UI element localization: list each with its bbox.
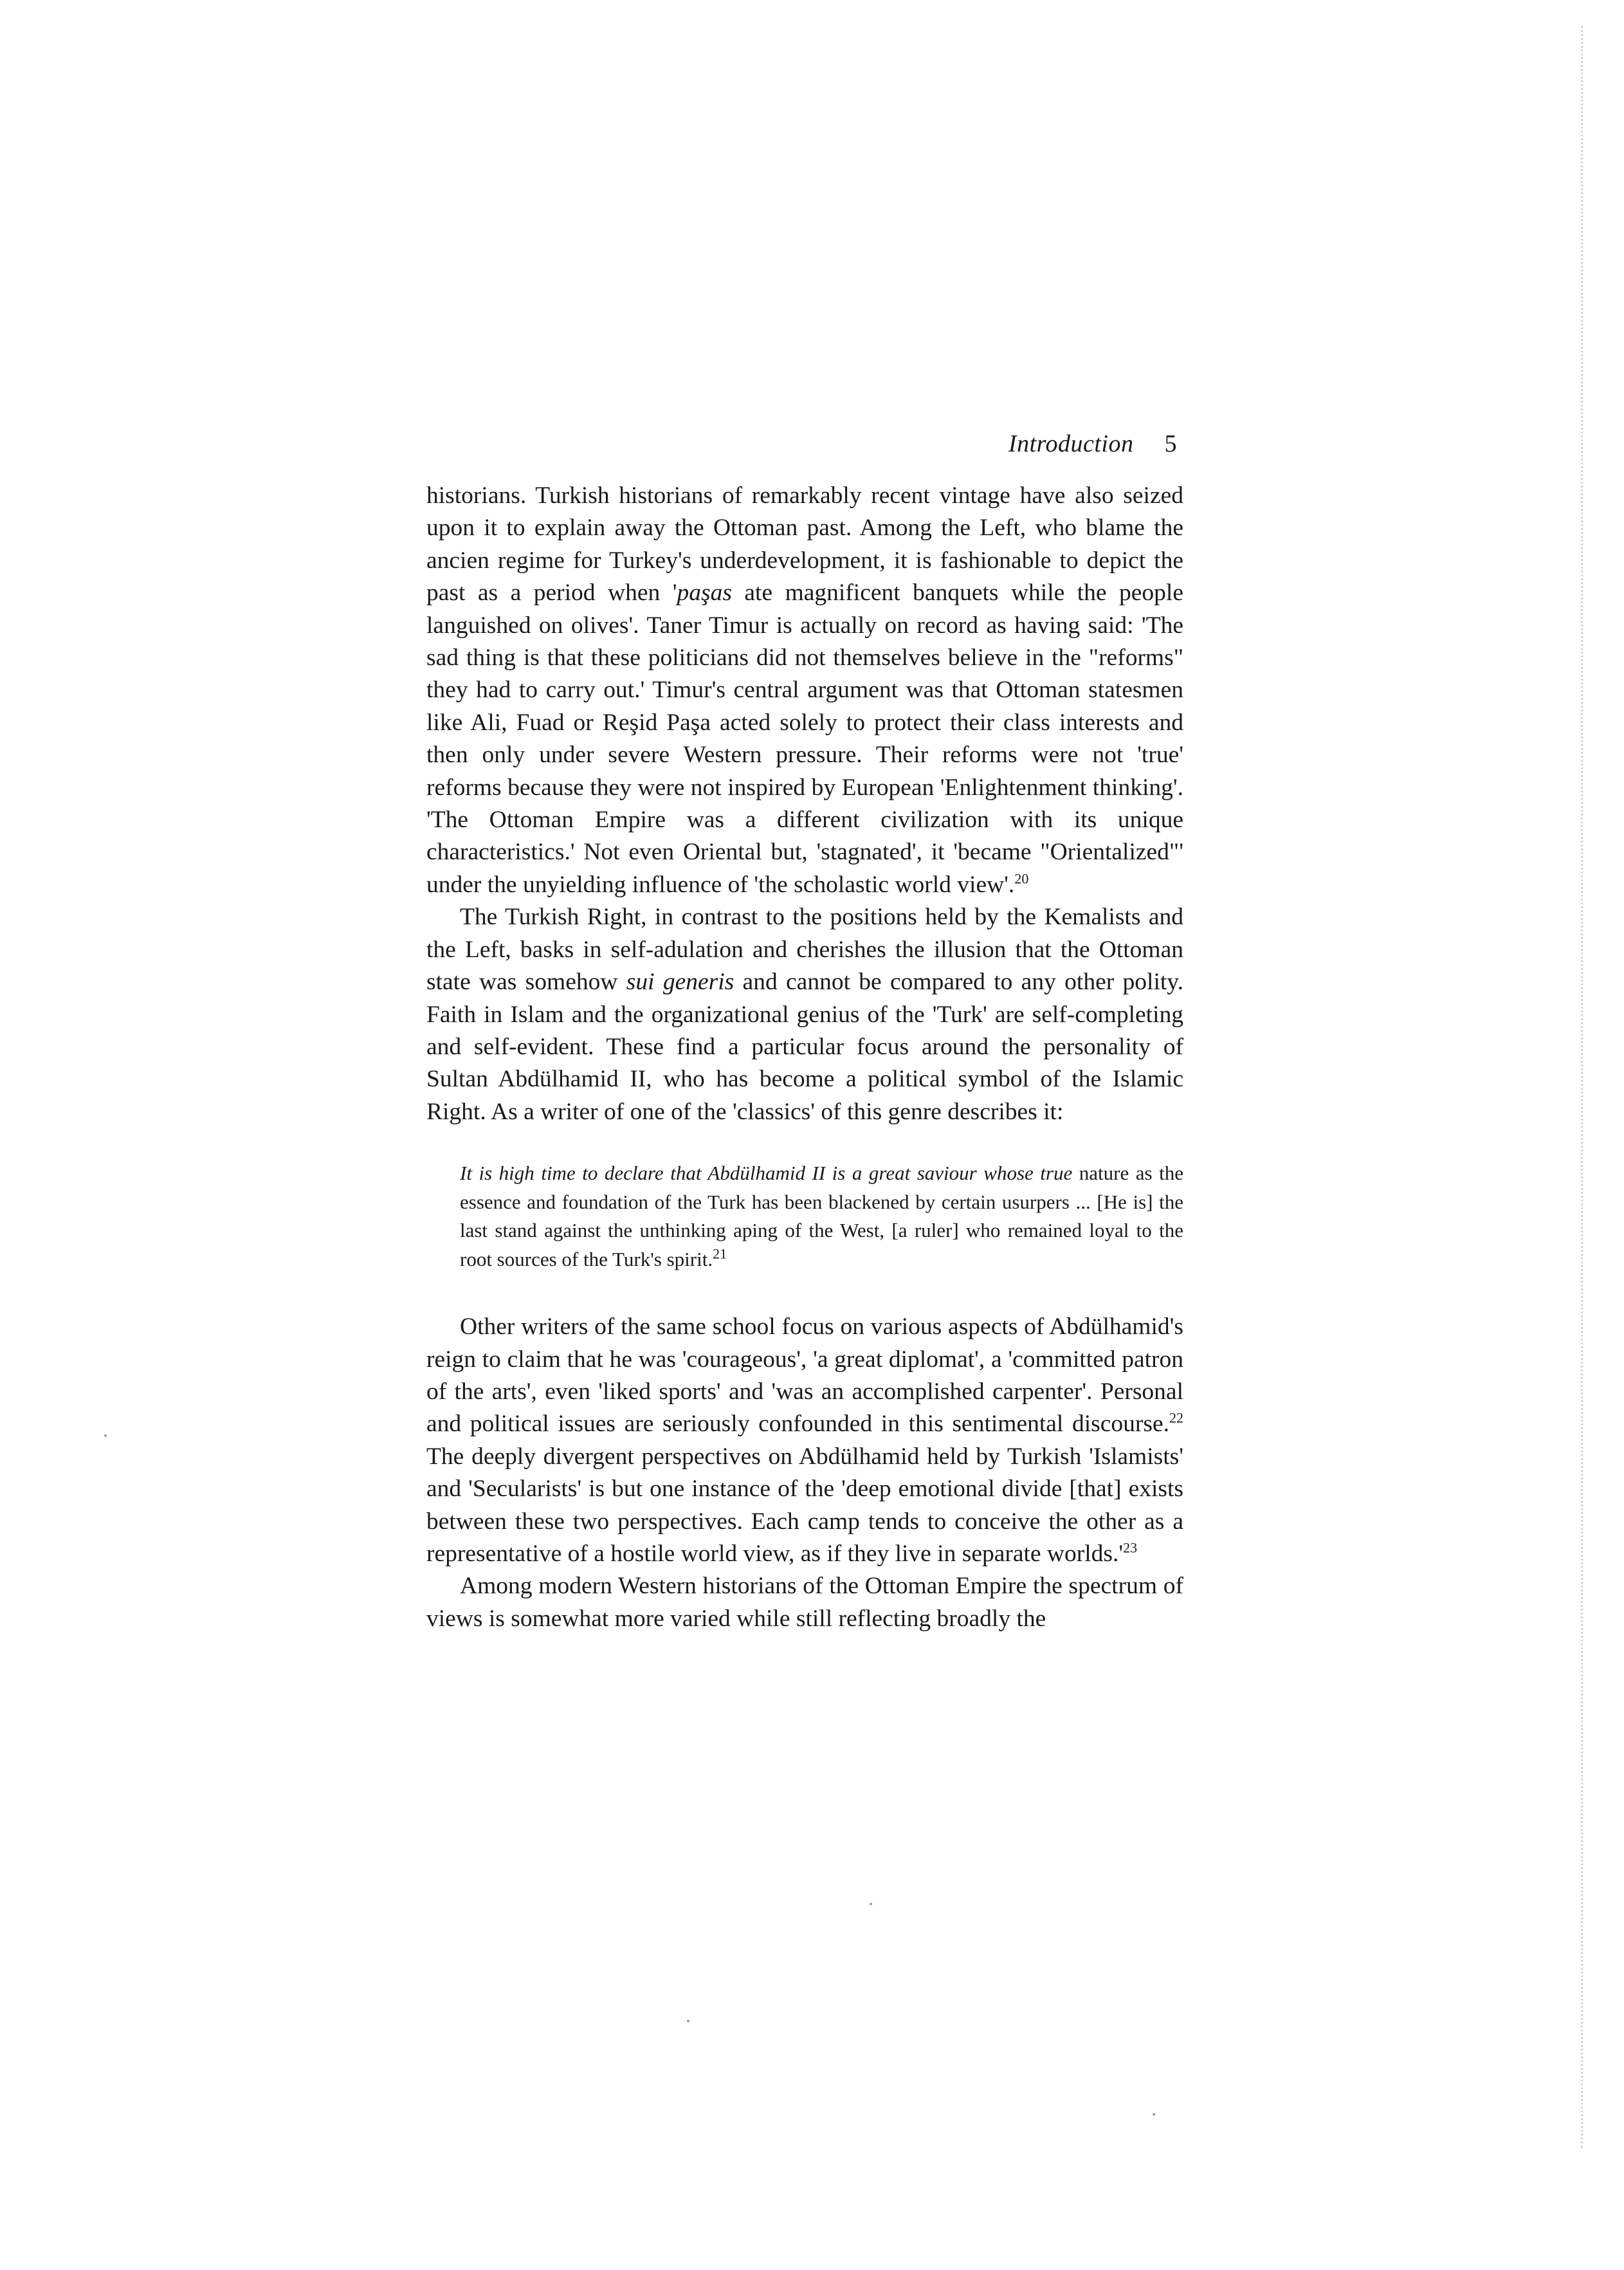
block-quote <box>460 1159 1183 1274</box>
paragraph-4-text: Among modern Western historians of the Ottoman Empire the spectrum of views is somewhat more varied while still reflecting broadly the <box>426 1573 1183 1632</box>
footnote-ref-22: 22 <box>1169 1409 1183 1426</box>
paragraph-3 <box>426 1311 1183 1570</box>
block-quote-text: nature as the essence and foundation of the Turk has been blackened by certain usurpers ... [He is] the last stand against the unthinking aping of the West, [a ruler] who remained loyal to the root sources of the Turk's spirit. <box>460 1162 1183 1270</box>
scan-speck <box>1153 2113 1155 2116</box>
paragraph-2-text-b: and cannot be compared to any other polity. Faith in Islam and the organizational genius of the 'Turk' are self-completing and self-evident. These find a particular focus around the personality of Sultan Abdülhamid II, who has become a political symbol of the Islamic Right. As a writer of one of the 'classics' of this genre describes it: <box>426 969 1183 1125</box>
paragraph-4 <box>426 1570 1183 1635</box>
paragraph-3-text-a: Other writers of the same school focus on various aspects of Abdülhamid's reign to claim that he was 'courageous', 'a great diplomat', a 'committed patron of the arts', even 'liked sports' and 'was an accomplished carpenter'. Personal and political issues are seriously confounded in this sentimental discourse. <box>426 1313 1183 1438</box>
paragraph-2 <box>426 901 1183 1128</box>
running-head <box>958 430 1177 458</box>
scan-speck <box>687 2020 689 2022</box>
scan-speck <box>104 1434 107 1437</box>
paragraph-1 <box>426 480 1183 901</box>
paragraph-2-text-a: The Turkish Right, in contrast to the positions held by the Kemalists and the Left, basks in self-adulation and cherishes the illusion that the Ottoman state was somehow <box>426 904 1183 996</box>
page-number: 5 <box>1164 430 1177 457</box>
paragraph-1-text-a: historians. Turkish historians of remarkably recent vintage have also seized upon it to explain away the Ottoman past. Among the Left, who blame the ancien regime for Turkey's underdevelopment, it is fashionable to depict the past as a period when ' <box>426 482 1183 607</box>
paragraph-2-italic: sui generis <box>626 969 734 996</box>
block-quote-italic: It is high time to declare that Abdülhamid II is a great saviour whose true <box>460 1162 1073 1185</box>
paragraph-1-text-b: ate magnificent banquets while the people languished on olives'. Taner Timur is actually on record as having said: 'The sad thing is that these politicians did not themselves believe in the "reforms" they had to carry out.' Timur's central argument was that Ottoman statesmen like Ali, Fuad or Reşid Paşa acted solely to protect their class interests and then only under severe Western pressure. Their reforms were not 'true' reforms because they were not inspired by European 'Enlightenment thinking'. 'The Ottoman Empire was a different civilization with its unique characteristics.' Not even Oriental but, 'stagnated', it 'became "Orientalized"' under the unyielding influence of 'the scholastic world view'. <box>426 580 1183 898</box>
footnote-ref-23: 23 <box>1123 1539 1138 1556</box>
footnote-ref-21: 21 <box>713 1245 727 1262</box>
footnote-ref-20: 20 <box>1014 870 1029 887</box>
paragraph-3-text-b: The deeply divergent perspectives on Abdülhamid held by Turkish 'Islamists' and 'Secularists' is but one instance of the 'deep emotional divide [that] exists between these two perspectives. Each camp tends to conceive the other as a representative of a hostile world view, as if they live in separate worlds.' <box>426 1443 1183 1567</box>
paragraph-1-italic: paşas <box>677 580 732 607</box>
body-text <box>426 480 1183 1635</box>
scan-speck <box>870 1903 872 1905</box>
scan-edge-artifact <box>1581 26 1583 2148</box>
chapter-title: Introduction <box>1008 430 1134 457</box>
